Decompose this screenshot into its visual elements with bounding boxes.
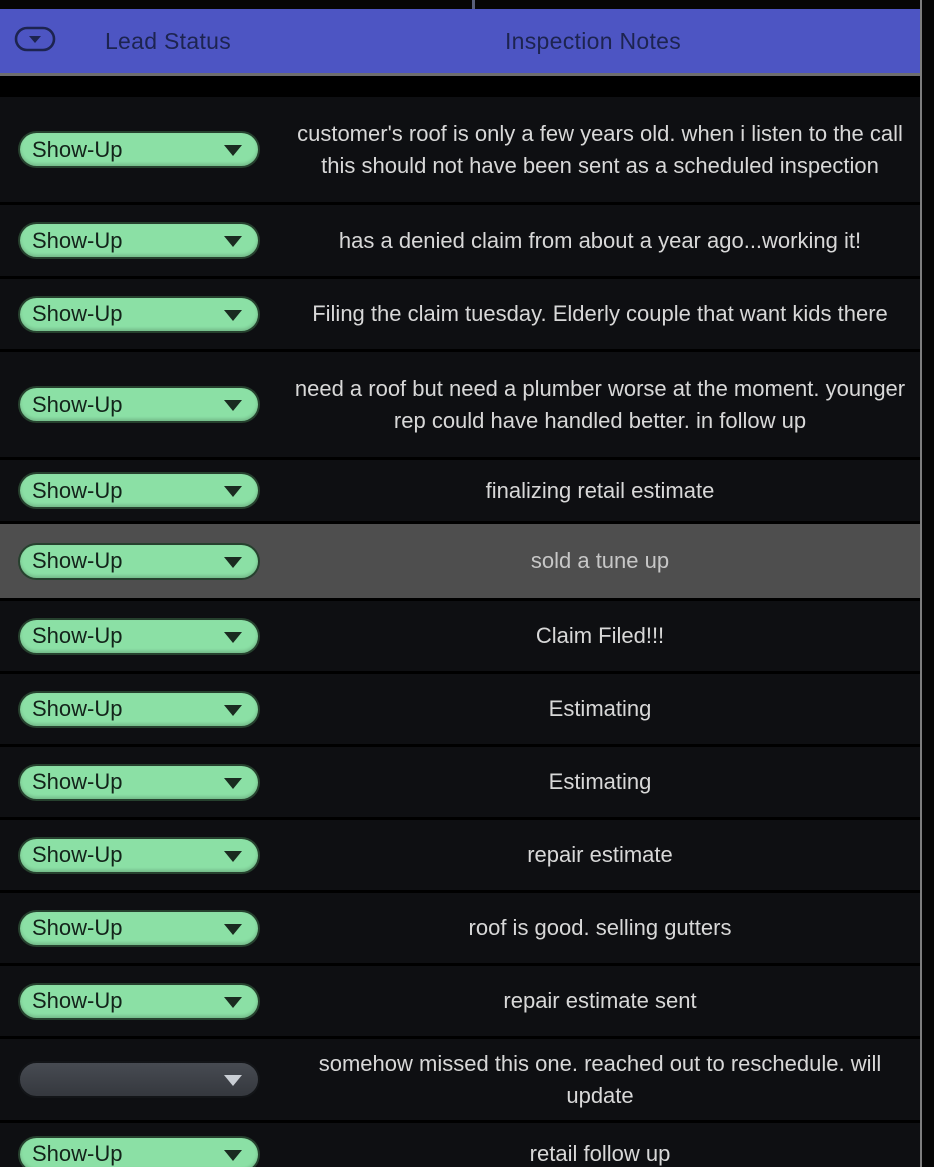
inspection-note[interactable]: need a roof but need a plumber worse at the moment. younger rep could have handled better. in follow up	[294, 375, 906, 433]
lead-status-dropdown[interactable]	[18, 691, 260, 728]
lead-status-cell	[0, 764, 280, 801]
lead-status-dropdown[interactable]	[18, 543, 260, 580]
lead-status-dropdown[interactable]	[18, 472, 260, 509]
lead-status-value: Show-Up	[32, 915, 123, 940]
lead-status-cell	[0, 296, 280, 333]
chevron-down-icon	[224, 778, 242, 789]
lead-status-cell	[0, 910, 280, 947]
column-header-lead-status[interactable]: Lead Status	[104, 27, 232, 54]
lead-status-dropdown[interactable]	[18, 983, 260, 1020]
lead-status-value: Show-Up	[32, 696, 123, 721]
table-row[interactable]	[0, 817, 920, 890]
table-row[interactable]	[0, 97, 920, 202]
chevron-down-icon	[224, 705, 242, 716]
chevron-down-icon	[224, 924, 242, 935]
lead-status-value: Show-Up	[32, 1141, 123, 1166]
inspection-note[interactable]: has a denied claim from about a year ago...working it!	[338, 227, 862, 253]
inspection-note[interactable]: repair estimate	[527, 842, 673, 867]
lead-status-value: Show-Up	[32, 227, 123, 253]
inspection-note[interactable]: Filing the claim tuesday. Elderly couple that want kids there	[312, 301, 888, 326]
inspection-note[interactable]: retail follow up	[529, 1141, 671, 1166]
lead-status-cell	[0, 222, 280, 259]
header-icon-box	[0, 25, 70, 58]
table-row[interactable]	[0, 744, 920, 817]
lead-status-cell	[0, 618, 280, 655]
rows-container	[0, 97, 920, 1167]
chevron-down-icon	[224, 557, 242, 568]
inspection-note[interactable]: finalizing retail estimate	[485, 477, 715, 503]
chevron-down-icon	[224, 851, 242, 862]
table-row[interactable]	[0, 1036, 920, 1120]
lead-status-cell	[0, 131, 280, 168]
lead-status-dropdown[interactable]	[18, 222, 260, 259]
lead-status-value: Show-Up	[32, 623, 123, 648]
inspection-note[interactable]: customer's roof is only a few years old. when i listen to the call this should not have been sent as a scheduled inspection	[297, 120, 903, 178]
table-row[interactable]	[0, 202, 920, 276]
lead-status-dropdown[interactable]	[18, 386, 260, 423]
top-edge-strip	[0, 0, 920, 9]
chevron-down-icon	[224, 997, 242, 1008]
lead-status-dropdown[interactable]	[18, 1136, 260, 1167]
header-divider	[0, 73, 920, 76]
lead-status-value: Show-Up	[32, 136, 123, 162]
table-row[interactable]	[0, 349, 920, 457]
lead-status-value: Show-Up	[32, 988, 123, 1013]
lead-status-value: Show-Up	[32, 301, 123, 326]
lead-status-value: Show-Up	[32, 391, 123, 417]
lead-status-value: Show-Up	[32, 842, 123, 867]
chevron-down-icon	[224, 145, 242, 156]
table-row[interactable]	[0, 276, 920, 349]
inspection-note[interactable]: repair estimate sent	[503, 988, 697, 1013]
inspection-note[interactable]: sold a tune up	[530, 548, 670, 573]
lead-status-value: Show-Up	[32, 548, 123, 573]
lead-status-cell	[0, 472, 280, 509]
lead-status-cell	[0, 691, 280, 728]
lead-status-dropdown[interactable]	[18, 764, 260, 801]
lead-status-dropdown[interactable]	[18, 618, 260, 655]
inspection-note[interactable]: somehow missed this one. reached out to reschedule. will update	[318, 1050, 882, 1108]
chevron-down-icon	[224, 486, 242, 497]
lead-status-dropdown[interactable]	[18, 837, 260, 874]
column-header-inspection-notes[interactable]: Inspection Notes	[504, 27, 682, 54]
chevron-down-icon	[224, 310, 242, 321]
inspection-note[interactable]: Estimating	[548, 769, 652, 794]
table-row[interactable]	[0, 890, 920, 963]
table-row[interactable]	[0, 671, 920, 744]
chevron-down-icon	[224, 236, 242, 247]
chevron-down-icon	[224, 1150, 242, 1161]
lead-status-value: Show-Up	[32, 477, 123, 503]
lead-status-value: Show-Up	[32, 769, 123, 794]
table-row[interactable]	[0, 1120, 920, 1167]
dropdown-chip-icon	[14, 25, 56, 58]
lead-status-dropdown[interactable]	[18, 910, 260, 947]
next-column-divider	[920, 0, 934, 1167]
chevron-down-icon	[224, 632, 242, 643]
inspection-note[interactable]: roof is good. selling gutters	[468, 915, 732, 940]
lead-status-dropdown[interactable]	[18, 131, 260, 168]
lead-status-dropdown[interactable]	[18, 1061, 260, 1098]
table-row[interactable]	[0, 521, 920, 598]
chevron-down-icon	[224, 1075, 242, 1086]
table-row[interactable]	[0, 963, 920, 1036]
lead-status-cell	[0, 1061, 280, 1098]
chevron-down-icon	[224, 400, 242, 411]
lead-status-dropdown[interactable]	[18, 296, 260, 333]
column-header-row	[0, 9, 920, 73]
lead-status-cell	[0, 543, 280, 580]
table-row[interactable]	[0, 457, 920, 521]
lead-status-cell	[0, 386, 280, 423]
inspection-note[interactable]: Claim Filed!!!	[535, 623, 665, 648]
lead-status-cell	[0, 1136, 280, 1167]
lead-status-cell	[0, 837, 280, 874]
inspection-note[interactable]: Estimating	[548, 696, 652, 721]
lead-status-cell	[0, 983, 280, 1020]
table-row[interactable]	[0, 598, 920, 671]
column-divider-tick	[472, 0, 475, 9]
